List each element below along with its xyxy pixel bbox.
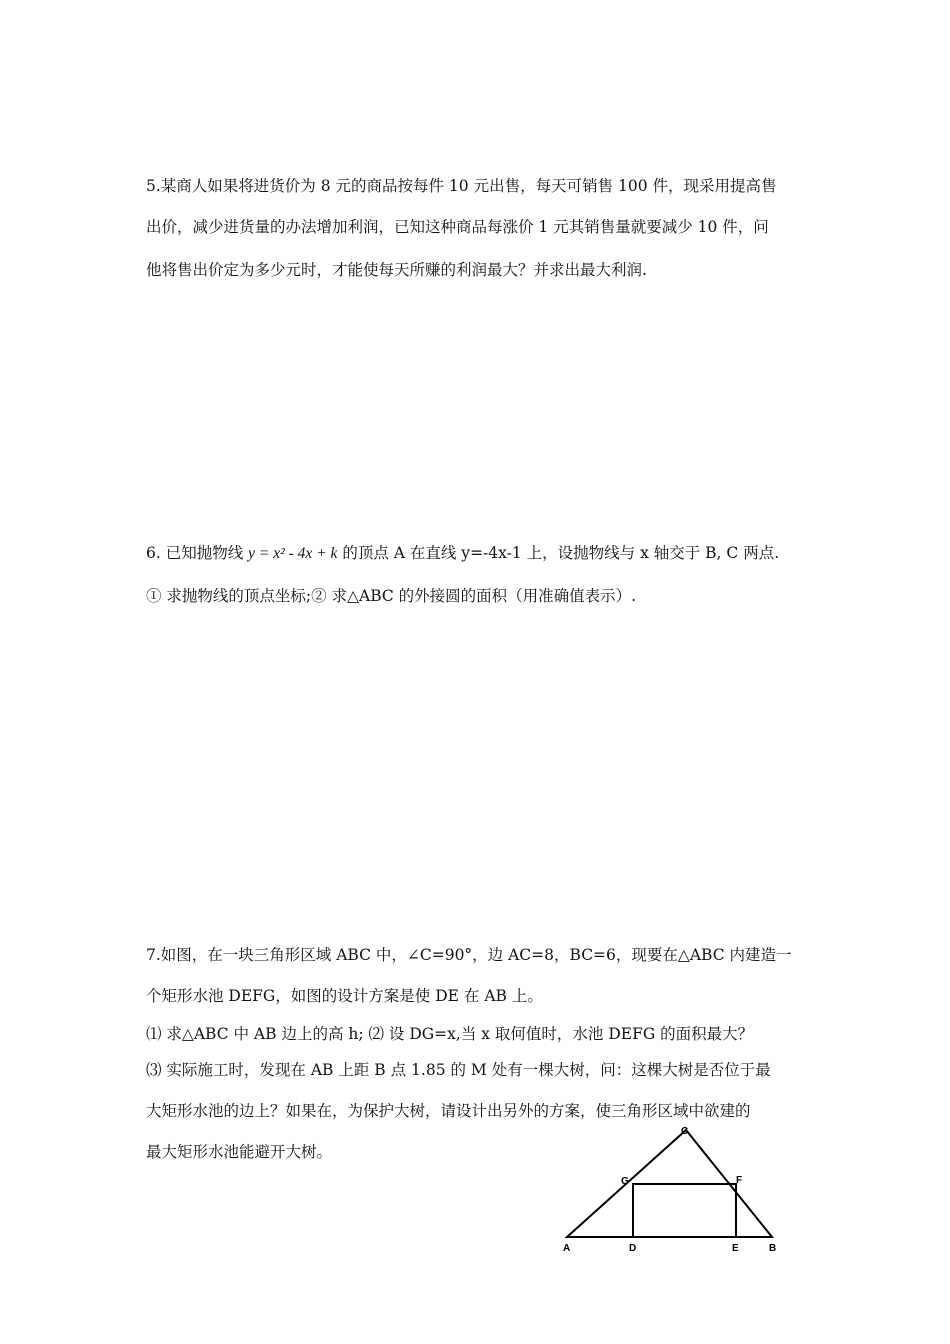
label-f: F bbox=[736, 1175, 743, 1186]
problem-7-line-3: ⑴ 求△ABC 中 AB 边上的高 h; ⑵ 设 DG=x,当 x 取何值时，水池 DEFG 的面积最大？ bbox=[146, 1025, 754, 1043]
problem-7-line-5: 大矩形水池的边上？如果在，为保护大树，请设计出另外的方案，使三角形区域中欲建的 bbox=[146, 1102, 751, 1120]
label-g: G bbox=[621, 1176, 629, 1187]
problem-5-line-2: 出价，减少进货量的办法增加利润，已知这种商品每涨价 1 元其销售量就要减少 10 件，问 bbox=[146, 218, 769, 236]
rectangle-defg bbox=[633, 1184, 736, 1237]
label-a: A bbox=[563, 1243, 571, 1254]
problem-5-line-1: 5.某商人如果将进货价为 8 元的商品按每件 10 元出售，每天可销售 100 件，现采用提高售 bbox=[146, 177, 777, 195]
label-e: E bbox=[732, 1243, 739, 1254]
problem-6-line-1 bbox=[146, 543, 779, 564]
problem-7-line-1: 7.如图，在一块三角形区域 ABC 中，∠C=90°，边 AC=8，BC=6，现要在△ABC 内建造一 bbox=[146, 946, 792, 964]
parabola-formula: y = x² - 4x + k bbox=[248, 545, 338, 562]
problem-6-line-2: ① 求抛物线的顶点坐标;② 求△ABC 的外接圆的面积（用准确值表示）. bbox=[146, 587, 637, 605]
problem-7-line-6: 最大矩形水池能避开大树。 bbox=[146, 1143, 333, 1161]
label-d: D bbox=[629, 1243, 637, 1254]
problem-6-prefix: 6. 已知抛物线 bbox=[146, 544, 249, 562]
triangle-figure bbox=[555, 1120, 795, 1260]
problem-6-suffix: 的顶点 A 在直线 y=-4x-1 上，设抛物线与 x 轴交于 B, C 两点. bbox=[337, 544, 780, 562]
problem-7-line-4: ⑶ 实际施工时，发现在 AB 上距 B 点 1.85 的 M 处有一棵大树，问：这棵大树是否位于最 bbox=[146, 1061, 771, 1079]
problem-5-line-3: 他将售出价定为多少元时，才能使每天所赚的利润最大？并求出最大利润. bbox=[146, 261, 647, 279]
label-b: B bbox=[769, 1243, 777, 1254]
label-c: C bbox=[681, 1126, 689, 1137]
problem-7-line-2: 个矩形水池 DEFG，如图的设计方案是使 DE 在 AB 上。 bbox=[146, 987, 543, 1005]
